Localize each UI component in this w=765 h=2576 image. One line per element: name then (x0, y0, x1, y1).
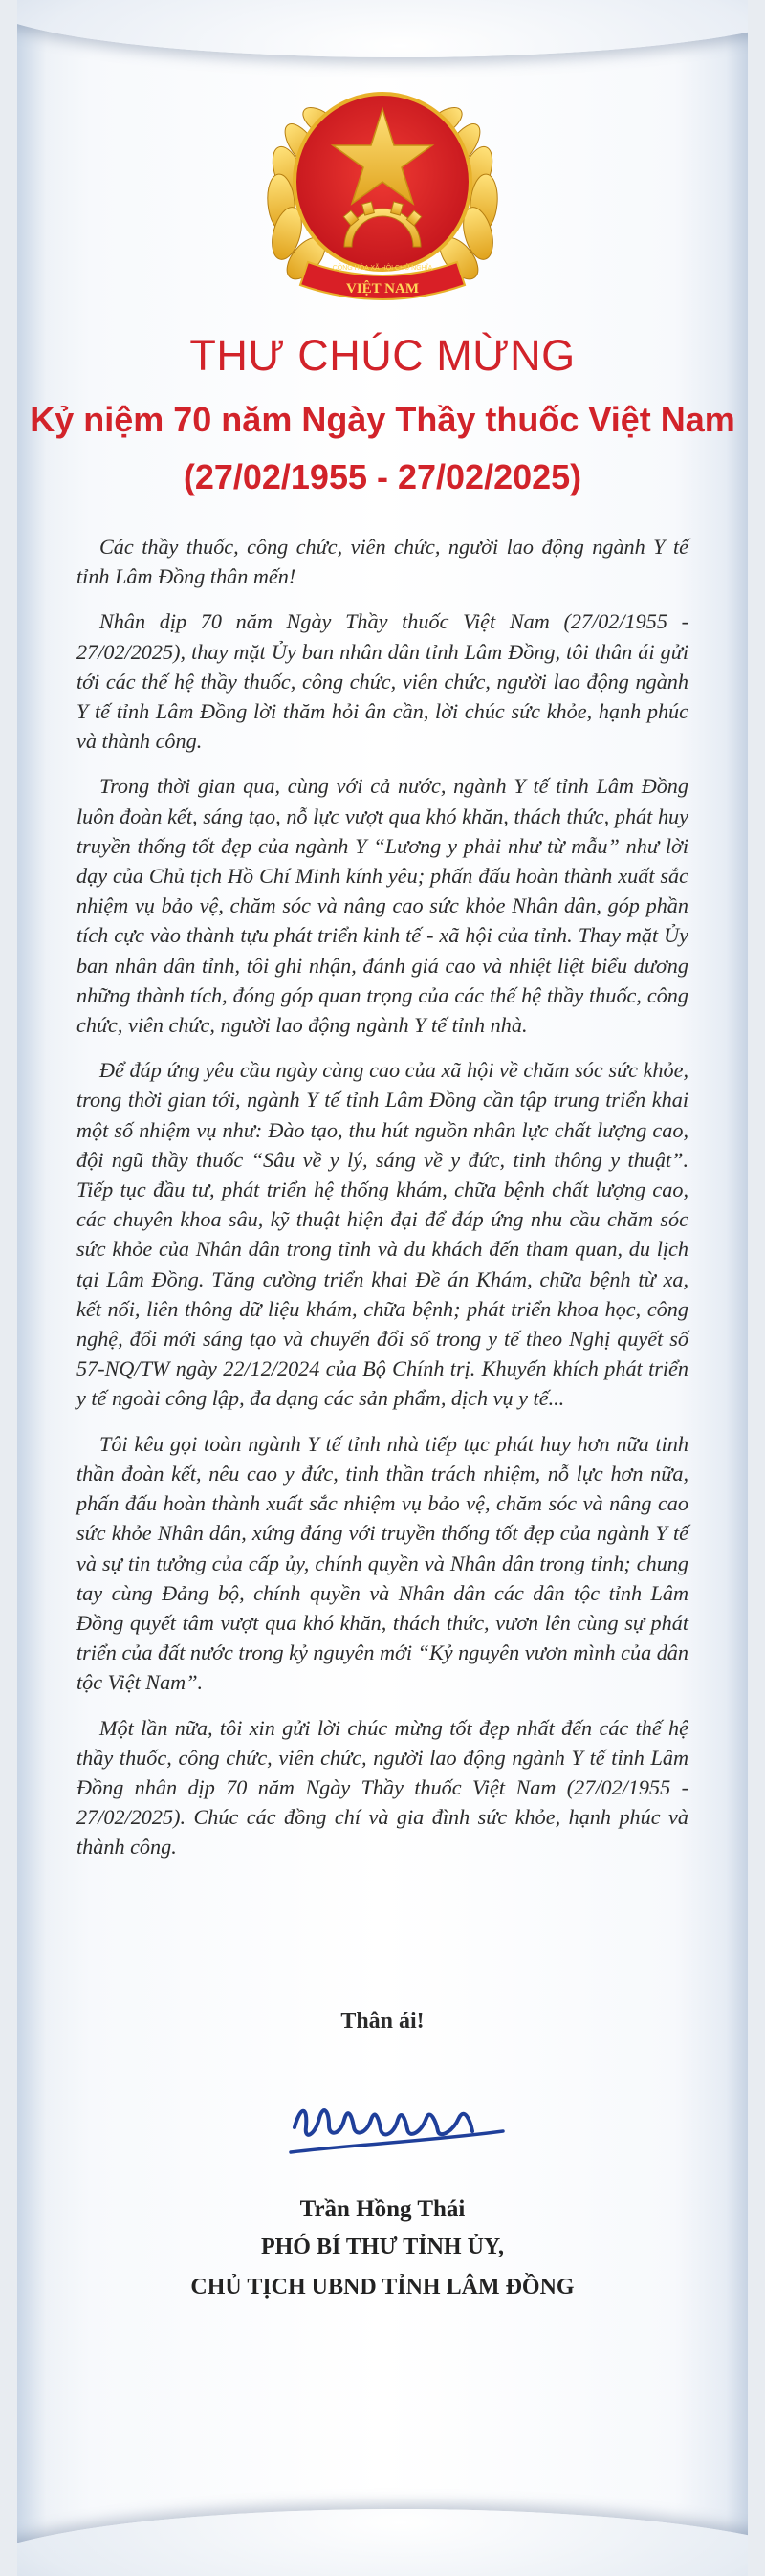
signer-position-1: PHÓ BÍ THƯ TỈNH ỦY, (260, 2235, 505, 2259)
paragraph: Trong thời gian qua, cùng với cả nước, ngành Y tế tỉnh Lâm Đồng luôn đoàn kết, sáng tạo, nỗ lực vượt qua khó khăn, thách thức, phát huy truyền thống tốt đẹp của ngành Y “Lương y phải như từ mẫu” như lời dạy của Chủ tịch Hồ Chí Minh kính yêu; phấn đấu hoàn thành xuất sắc nhiệm vụ bảo vệ, chăm sóc và nâng cao sức khỏe Nhân dân, góp phần tích cực vào thành tựu phát triển kinh tế - xã hội của tỉnh. Thay mặt Ủy ban nhân dân tỉnh, tôi ghi nhận, đánh giá cao và nhiệt liệt biểu dương những thành tích, đóng góp quan trọng của các thế hệ thầy thuốc, công chức, viên chức, người lao động ngành Y tế tỉnh nhà. (76, 774, 688, 1038)
letter-dates: (27/02/1955 - 27/02/2025) (183, 457, 582, 496)
emblem-ribbon-text: VIỆT NAM (346, 281, 419, 297)
letter-subtitle: Kỷ niệm 70 năm Ngày Thầy thuốc Việt Nam (30, 400, 735, 439)
national-emblem-icon (260, 59, 505, 319)
paper-curl-top (17, 0, 748, 57)
letter-body (76, 532, 688, 1878)
handwritten-signature (287, 2078, 507, 2164)
closing-salutation: Thân ái! (340, 2009, 425, 2034)
paragraph: Nhân dịp 70 năm Ngày Thầy thuốc Việt Nam (27/02/1955 - 27/02/2025), thay mặt Ủy ban nhân dân tỉnh Lâm Đồng, tôi thân ái gửi tới các thế hệ thầy thuốc, công chức, viên chức, người lao động ngành Y tế tỉnh Lâm Đồng lời thăm hỏi ân cần, lời chúc sức khỏe, hạnh phúc và thành công. (76, 609, 688, 754)
signer-position-2: CHỦ TỊCH UBND TỈNH LÂM ĐỒNG (190, 2275, 575, 2300)
letter-title: THƯ CHÚC MỪNG (189, 331, 576, 380)
paper-curl-bottom (17, 2509, 748, 2576)
paragraph-greeting: Các thầy thuốc, công chức, viên chức, người lao động ngành Y tế tỉnh Lâm Đồng thân mến! (76, 535, 688, 589)
paragraph: Để đáp ứng yêu cầu ngày càng cao của xã hội về chăm sóc sức khỏe, trong thời gian tới, ngành Y tế tỉnh Lâm Đồng cần tập trung triển khai một số nhiệm vụ như: Đào tạo, thu hút nguồn nhân lực chất lượng cao, đội ngũ thầy thuốc “Sâu về y lý, sáng về y đức, tinh thông y thuật”. Tiếp tục đầu tư, phát triển hệ thống khám, chữa bệnh chất lượng cao, các chuyên khoa sâu, kỹ thuật hiện đại để đáp ứng nhu cầu chăm sóc sức khỏe của Nhân dân trong tỉnh và du khách đến tham quan, du lịch tại Lâm Đồng. Tăng cường triển khai Đề án Khám, chữa bệnh từ xa, kết nối, liên thông dữ liệu khám, chữa bệnh; phát triển khoa học, công nghệ, đổi mới sáng tạo và chuyển đổi số trong y tế theo Nghị quyết số 57-NQ/TW ngày 22/12/2024 của Bộ Chính trị. Khuyến khích phát triển y tế ngoài công lập, đa dạng các sản phẩm, dịch vụ y tế... (76, 1058, 688, 1411)
paragraph: Tôi kêu gọi toàn ngành Y tế tỉnh nhà tiếp tục phát huy hơn nữa tinh thần đoàn kết, nêu cao y đức, tinh thần trách nhiệm, nỗ lực hơn nữa, phấn đấu hoàn thành xuất sắc nhiệm vụ bảo vệ, chăm sóc và nâng cao sức khỏe Nhân dân, xứng đáng với truyền thống tốt đẹp của ngành Y tế và sự tin tưởng của cấp ủy, chính quyền và Nhân dân trong tỉnh; chung tay cùng Đảng bộ, chính quyền và Nhân dân các dân tộc tỉnh Lâm Đồng quyết tâm vượt qua khó khăn, thách thức, vươn lên cùng sự phát triển của đất nước trong kỷ nguyên mới “Kỷ nguyên vươn mình của dân tộc Việt Nam”. (76, 1431, 688, 1695)
emblem-top-text: CỘNG HÒA XÃ HỘI CHỦ NGHĨA (332, 265, 433, 272)
paragraph: Một lần nữa, tôi xin gửi lời chúc mừng tốt đẹp nhất đến các thế hệ thầy thuốc, công chức, viên chức, người lao động ngành Y tế tỉnh Lâm Đồng nhân dịp 70 năm Ngày Thầy thuốc Việt Nam (27/02/1955 - 27/02/2025). Chúc các đồng chí và gia đình sức khỏe, hạnh phúc và thành công. (76, 1715, 688, 1860)
signer-name: Trần Hồng Thái (299, 2196, 466, 2222)
